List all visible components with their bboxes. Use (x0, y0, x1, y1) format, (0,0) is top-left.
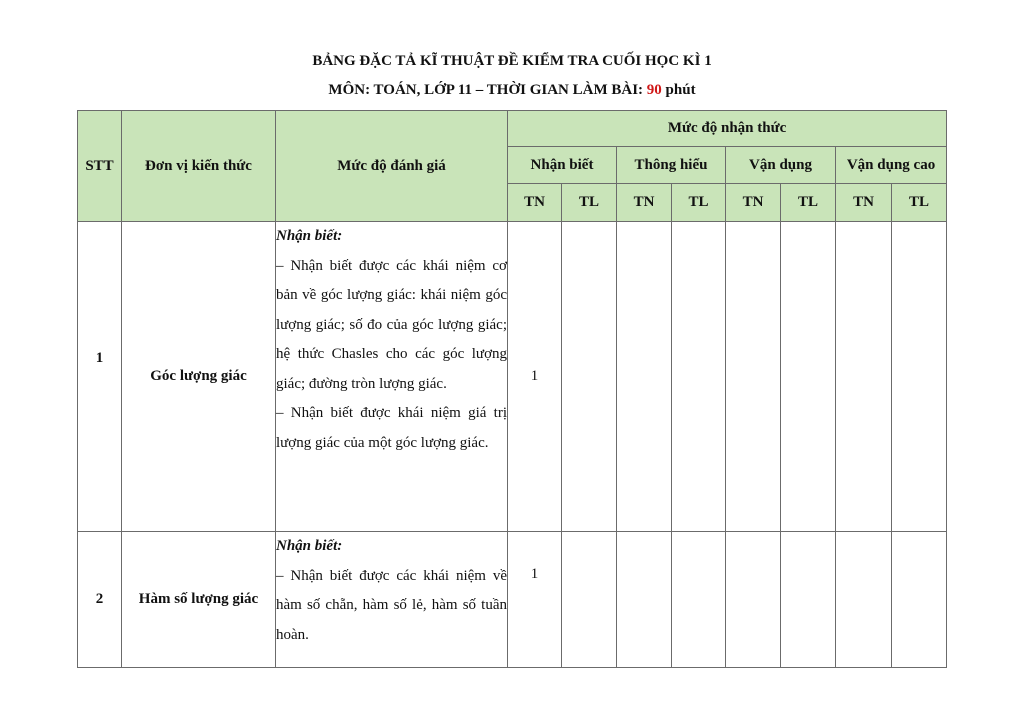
header-tn: TN (508, 184, 562, 222)
row-stt: 2 (78, 532, 122, 668)
cell-empty (726, 532, 781, 668)
cell-nb-tn: 1 (508, 532, 562, 668)
cell-empty (892, 222, 947, 532)
row-stt: 1 (78, 222, 122, 532)
table-row (78, 532, 947, 668)
header-level-advanced: Vận dụng cao (836, 147, 947, 184)
header-tn: TN (726, 184, 781, 222)
header-stt: STT (78, 111, 122, 222)
document-subtitle (0, 82, 1024, 99)
header-level-comprehension: Thông hiểu (617, 147, 726, 184)
header-tn: TN (617, 184, 672, 222)
level-label: Nhận biết: (276, 228, 343, 244)
cell-empty (726, 222, 781, 532)
cell-nb-tn: 1 (508, 222, 562, 532)
cell-empty (836, 222, 892, 532)
table-row (78, 222, 947, 532)
subtitle-prefix: MÔN: TOÁN, LỚP 11 – THỜI GIAN LÀM BÀI: (328, 82, 644, 98)
header-unit: Đơn vị kiến thức (122, 111, 276, 222)
cell-empty (617, 532, 672, 668)
header-tl: TL (892, 184, 947, 222)
cell-empty (562, 532, 617, 668)
assessment-line: – Nhận biết được khái niệm giá trị lượng giác của một góc lượng giác. (276, 405, 507, 451)
cell-empty (781, 222, 836, 532)
header-assessment: Mức độ đánh giá (276, 111, 508, 222)
cell-empty (672, 222, 726, 532)
assessment-line: – Nhận biết được các khái niệm về hàm số chẵn, hàm số lẻ, hàm số tuần hoàn. (276, 567, 507, 643)
exam-minutes: 90 (646, 82, 662, 98)
level-label: Nhận biết: (276, 538, 343, 554)
cell-empty (836, 532, 892, 668)
cell-empty (617, 222, 672, 532)
subtitle-suffix: phút (665, 82, 696, 98)
cell-empty (672, 532, 726, 668)
header-tn: TN (836, 184, 892, 222)
header-level-recognition: Nhận biết (508, 147, 617, 184)
row-unit: Hàm số lượng giác (122, 532, 276, 668)
cell-empty (892, 532, 947, 668)
row-assessment (276, 222, 508, 532)
header-tl: TL (672, 184, 726, 222)
header-tl: TL (781, 184, 836, 222)
document-title: BẢNG ĐẶC TẢ KĨ THUẬT ĐỀ KIỂM TRA CUỐI HỌC KÌ 1 (312, 53, 712, 69)
row-unit: Góc lượng giác (122, 222, 276, 532)
header-cognition: Mức độ nhận thức (508, 111, 947, 147)
assessment-line: – Nhận biết được các khái niệm cơ bản về góc lượng giác: khái niệm góc lượng giác; số đo của góc lượng giác; hệ thức Chasles cho các góc lượng giác; đường tròn lượng giác. (276, 257, 507, 392)
row-assessment (276, 532, 508, 668)
cell-empty (562, 222, 617, 532)
header-level-application: Vận dụng (726, 147, 836, 184)
header-tl: TL (562, 184, 617, 222)
specification-table (77, 110, 947, 668)
cell-empty (781, 532, 836, 668)
